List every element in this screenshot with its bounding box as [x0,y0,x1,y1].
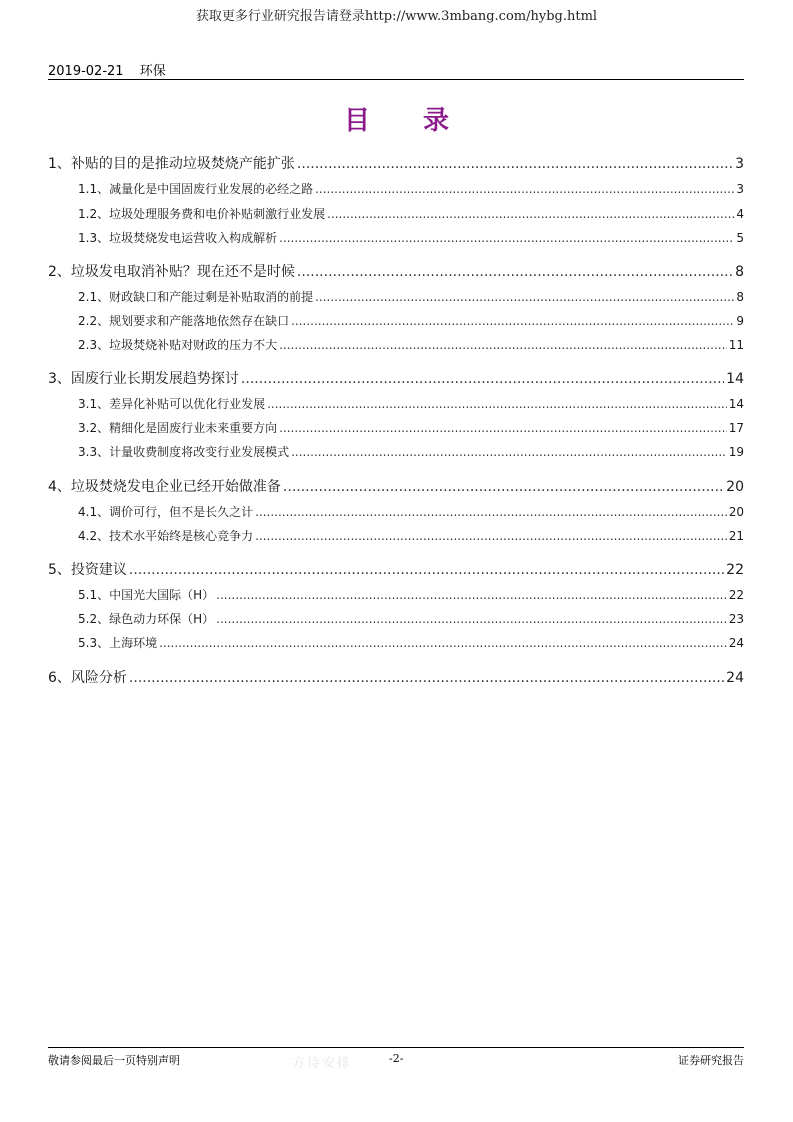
toc-entry-5[interactable] [48,559,744,579]
toc-entry-2[interactable] [48,261,744,281]
toc-leader-dots [279,338,727,352]
toc-entry-text: 垃圾处理服务费和电价补贴刺激行业发展 [109,207,326,221]
toc-entry-text: 计量收费制度将改变行业发展模式 [109,445,290,459]
toc-entry-text: 规划要求和产能落地依然存在缺口 [109,314,290,328]
toc-leader-dots [315,182,734,196]
toc-entry-page: 9 [736,314,744,328]
toc-entry-number: 1.3、 [78,231,110,245]
toc-entry-text: 垃圾焚烧发电企业已经开始做准备 [70,479,281,495]
toc-entry-number: 4.2、 [78,529,110,543]
toc-entry-number: 3、 [48,371,71,387]
toc-entry-text: 垃圾焚烧补贴对财政的压力不大 [109,338,278,352]
toc-leader-dots [216,588,727,602]
toc-entry-page: 20 [726,479,744,495]
toc-leader-dots [267,397,727,411]
toc-leader-dots [315,290,734,304]
toc-entry-page: 3 [736,182,744,196]
report-type: 证券研究报告 [678,1054,744,1067]
toc-entry-number: 3.2、 [78,421,110,435]
toc-entry-number: 5、 [48,562,71,578]
toc-entry-text: 调价可行，但不是长久之计 [109,505,254,519]
toc-entry-text: 精细化是固废行业未来重要方向 [109,421,278,435]
toc-entry-page: 23 [728,612,744,626]
toc-entry-page: 19 [728,445,744,459]
toc-title: 目 录 [343,106,472,136]
toc-entry-text: 财政缺口和产能过剩是补贴取消的前提 [109,290,314,304]
toc-entry-number: 1.2、 [78,207,110,221]
toc-entry-text: 补贴的目的是推动垃圾焚烧产能扩张 [70,156,295,172]
toc-leader-dots [159,636,727,650]
toc-leader-dots [279,421,727,435]
toc-entry-2-3[interactable] [48,336,744,353]
toc-entry-text: 减量化是中国固废行业发展的必经之路 [109,182,314,196]
toc-entry-page: 20 [728,505,744,519]
toc-entry-4-2[interactable] [48,527,744,544]
toc-entry-number: 3.3、 [78,445,110,459]
toc-entry-page: 4 [736,207,744,221]
toc-entry-page: 22 [726,562,744,578]
toc-entry-page: 5 [736,231,744,245]
toc-entry-4-1[interactable] [48,503,744,520]
toc-entry-text: 中国光大国际（H） [109,588,215,602]
toc-entry-number: 5.3、 [78,636,110,650]
toc-entry-page: 21 [728,529,744,543]
toc-entry-number: 5.2、 [78,612,110,626]
toc-entry-text: 绿色动力环保（H） [109,612,215,626]
toc-entry-number: 4.1、 [78,505,110,519]
toc-entry-text: 技术水平始终是核心竞争力 [109,529,254,543]
toc-entry-2-2[interactable] [48,312,744,329]
toc-entry-5-3[interactable] [48,634,744,651]
report-date: 2019-02-21 [48,64,124,79]
toc-leader-dots [291,445,727,459]
toc-entry-text: 垃圾焚烧发电运营收入构成解析 [109,231,278,245]
toc-entry-number: 2、 [48,264,71,280]
toc-leader-dots [216,612,727,626]
toc-entry-3[interactable] [48,368,744,388]
toc-leader-dots [291,314,734,328]
toc-entry-number: 4、 [48,479,71,495]
toc-entry-page: 11 [728,338,744,352]
toc-entry-page: 8 [736,290,744,304]
toc-leader-dots [255,505,727,519]
toc-entry-page: 24 [726,670,744,686]
toc-leader-dots [241,371,724,387]
toc-leader-dots [283,479,724,495]
toc-entry-4[interactable] [48,476,744,496]
toc-entry-3-1[interactable] [48,395,744,412]
toc-leader-dots [129,562,724,578]
toc-entry-number: 2.1、 [78,290,110,304]
toc-entry-number: 2.2、 [78,314,110,328]
page-number: -2- [389,1052,404,1065]
toc-entry-page: 3 [735,156,744,172]
toc-entry-text: 投资建议 [70,562,127,578]
footer-watermark: 方诗安排 [292,1056,353,1071]
toc-entry-page: 22 [728,588,744,602]
toc-entry-text: 垃圾发电取消补贴？现在还不是时候 [70,264,295,280]
toc-entry-page: 17 [728,421,744,435]
toc-entry-text: 差异化补贴可以优化行业发展 [109,397,266,411]
report-industry: 环保 [139,64,166,79]
toc-entry-1-1[interactable] [48,180,744,197]
toc-entry-5-2[interactable] [48,610,744,627]
toc-entry-number: 5.1、 [78,588,110,602]
footer-divider [48,1047,744,1048]
page-footer [48,1052,744,1071]
toc-entry-text: 固废行业长期发展趋势探讨 [70,371,239,387]
toc-entry-3-2[interactable] [48,419,744,436]
toc-entry-page: 24 [728,636,744,650]
toc-entry-3-3[interactable] [48,443,744,460]
toc-entry-1-2[interactable] [48,205,744,222]
toc-entry-number: 3.1、 [78,397,110,411]
top-banner-link[interactable]: 获取更多行业研究报告请登录http://www.3mbang.com/hybg.html [195,9,598,24]
toc-leader-dots [297,264,733,280]
toc-entry-text: 上海环境 [109,636,158,650]
toc-entry-number: 2.3、 [78,338,110,352]
toc-leader-dots [297,156,733,172]
toc-entry-2-1[interactable] [48,288,744,305]
toc-leader-dots [279,231,734,245]
toc-entry-number: 1、 [48,156,71,172]
toc-entry-5-1[interactable] [48,586,744,603]
toc-entry-number: 1.1、 [78,182,110,196]
toc-entry-1-3[interactable] [48,229,744,246]
toc-entry-page: 14 [728,397,744,411]
toc-entry-page: 14 [726,371,744,387]
page-header [48,60,744,80]
toc-entry-6[interactable] [48,667,744,687]
toc-entry-1[interactable] [48,153,744,173]
toc-leader-dots [129,670,724,686]
toc-leader-dots [327,207,734,221]
disclaimer-note: 敬请参阅最后一页特别声明 [48,1054,180,1067]
toc-leader-dots [255,529,727,543]
toc-entry-page: 8 [735,264,744,280]
toc-entry-number: 6、 [48,670,71,686]
toc-entry-text: 风险分析 [70,670,127,686]
